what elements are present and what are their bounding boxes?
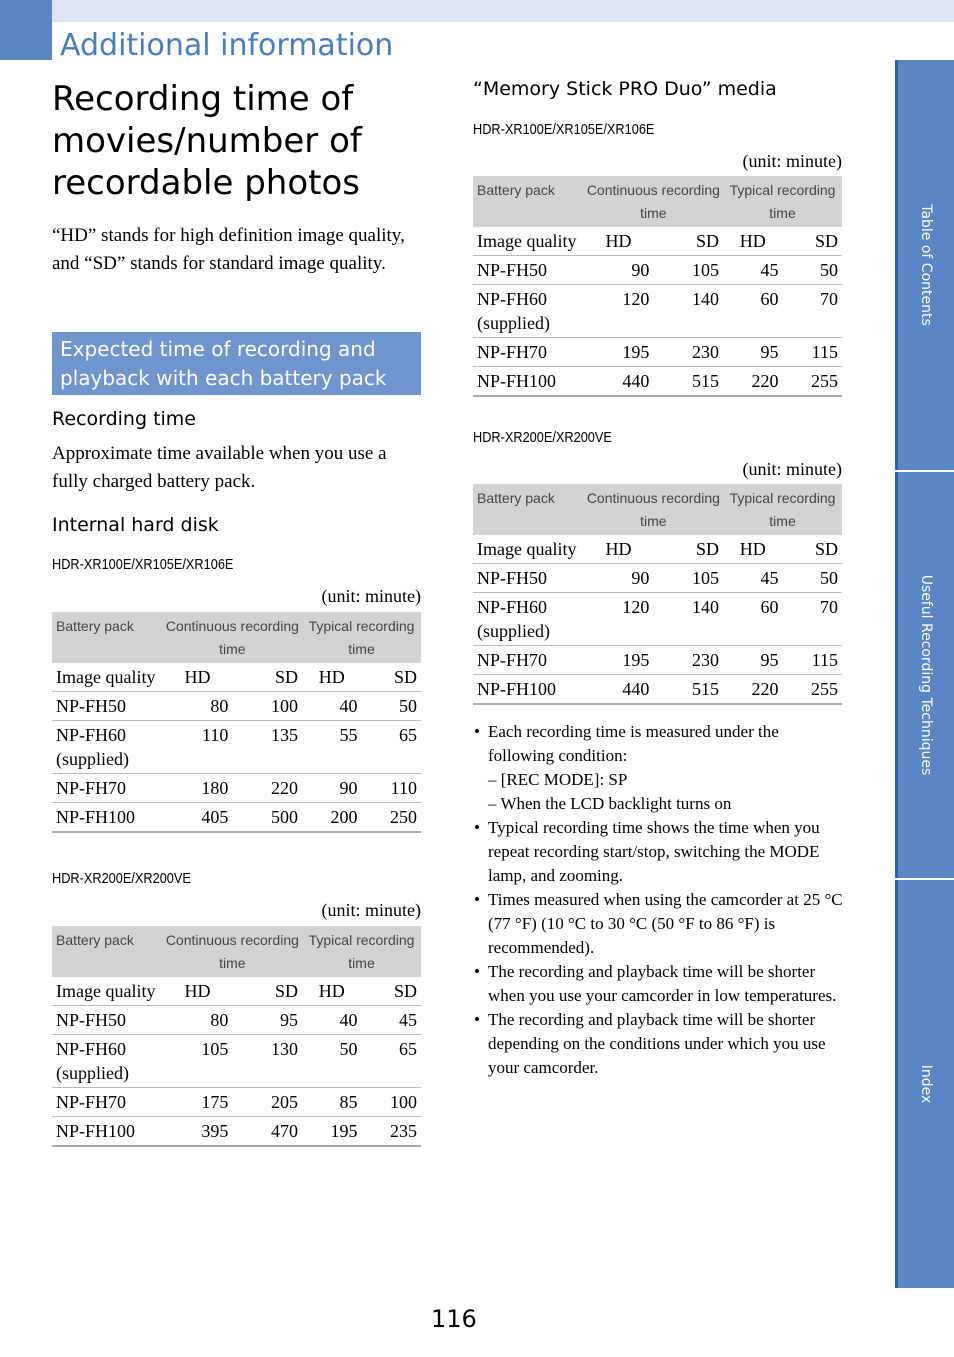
unit-label: (unit: minute)	[321, 586, 421, 606]
battery-name: NP-FH100	[52, 803, 163, 833]
continuous-header: Continuous recording time	[163, 926, 302, 977]
value-cell: 45	[723, 256, 782, 285]
image-quality-label: Image quality	[52, 977, 163, 1006]
value-cell: 110	[163, 721, 233, 774]
value-cell: 105	[653, 256, 723, 285]
page-title: Recording time of movies/number of recordable photos	[52, 79, 362, 203]
image-quality-label: Image quality	[473, 227, 584, 256]
value-cell: 220	[232, 774, 302, 803]
value-cell: 220	[723, 675, 782, 705]
page-number: 116	[431, 1305, 477, 1333]
table-row	[473, 227, 842, 256]
battery-name: NP-FH70	[473, 338, 584, 367]
table-row	[52, 1006, 421, 1035]
table-row	[52, 977, 421, 1006]
value-cell: 180	[163, 774, 233, 803]
hd-label: HD	[163, 977, 233, 1006]
hd-label: HD	[163, 663, 233, 692]
battery-name: NP-FH50	[52, 1006, 163, 1035]
value-cell: 120	[584, 593, 654, 646]
battery-table	[473, 484, 842, 705]
value-cell: 40	[302, 1006, 361, 1035]
unit-label: (unit: minute)	[742, 459, 842, 479]
table-row	[473, 367, 842, 397]
typical-header: Typical recording time	[302, 612, 421, 663]
battery-name: NP-FH60 (supplied)	[473, 285, 584, 338]
hd-label: HD	[584, 535, 654, 564]
hd-label: HD	[584, 227, 654, 256]
value-cell: 50	[783, 564, 843, 593]
value-cell: 405	[163, 803, 233, 833]
value-cell: 40	[302, 692, 361, 721]
battery-table	[473, 176, 842, 397]
unit-label: (unit: minute)	[321, 900, 421, 920]
battery-name: NP-FH70	[473, 646, 584, 675]
value-cell: 85	[302, 1088, 361, 1117]
section-title: Additional information	[60, 28, 394, 63]
value-cell: 55	[302, 721, 361, 774]
value-cell: 220	[723, 367, 782, 397]
value-cell: 200	[302, 803, 361, 833]
value-cell: 70	[783, 285, 843, 338]
value-cell: 60	[723, 593, 782, 646]
value-cell: 105	[653, 564, 723, 593]
table-row	[473, 646, 842, 675]
table-row	[473, 675, 842, 705]
recording-time-text: Approximate time available when you use a fully charged battery pack.	[52, 443, 387, 492]
battery-table	[52, 612, 421, 833]
value-cell: 95	[723, 338, 782, 367]
value-cell: 140	[653, 285, 723, 338]
value-cell: 120	[584, 285, 654, 338]
battery-table	[52, 926, 421, 1147]
side-tab-label: Index	[918, 1064, 934, 1104]
model-label: HDR-XR200E/XR200VE	[52, 870, 191, 887]
battery-name: NP-FH60 (supplied)	[52, 1035, 163, 1088]
value-cell: 95	[723, 646, 782, 675]
battery-pack-header: Battery pack	[52, 612, 163, 663]
value-cell: 50	[783, 256, 843, 285]
battery-name: NP-FH50	[473, 564, 584, 593]
model-label: HDR-XR100E/XR105E/XR106E	[473, 121, 655, 138]
sd-label: SD	[653, 535, 723, 564]
value-cell: 65	[362, 721, 422, 774]
continuous-header: Continuous recording time	[584, 484, 723, 535]
value-cell: 60	[723, 285, 782, 338]
sd-label: SD	[653, 227, 723, 256]
header-accent-block	[0, 0, 52, 60]
value-cell: 80	[163, 1006, 233, 1035]
battery-pack-header: Battery pack	[473, 176, 584, 227]
side-tab-table-of-contents[interactable]	[895, 60, 954, 470]
image-quality-label: Image quality	[52, 663, 163, 692]
value-cell: 515	[653, 675, 723, 705]
typical-header: Typical recording time	[302, 926, 421, 977]
internal-hard-disk-heading: Internal hard disk	[52, 514, 219, 536]
value-cell: 115	[783, 646, 843, 675]
model-label: HDR-XR200E/XR200VE	[473, 429, 612, 446]
value-cell: 50	[362, 692, 422, 721]
battery-name: NP-FH100	[473, 675, 584, 705]
table-row	[52, 1035, 421, 1088]
value-cell: 255	[783, 367, 843, 397]
table-row	[52, 1117, 421, 1147]
value-cell: 80	[163, 692, 233, 721]
value-cell: 140	[653, 593, 723, 646]
typical-header: Typical recording time	[723, 484, 842, 535]
battery-name: NP-FH70	[52, 774, 163, 803]
battery-pack-header: Battery pack	[473, 484, 584, 535]
value-cell: 515	[653, 367, 723, 397]
table-row	[473, 256, 842, 285]
memory-stick-heading: “Memory Stick PRO Duo” media	[473, 78, 777, 100]
intro-text: “HD” stands for high definition image quality, and “SD” stands for standard image quality.	[52, 225, 405, 274]
note-item: • Times measured when using the camcorder at 25 °C (77 °F) (10 °C to 30 °C (50 °F to 86 °F) is recommended).	[472, 888, 844, 960]
value-cell: 440	[584, 367, 654, 397]
sd-label: SD	[232, 977, 302, 1006]
table-row	[52, 692, 421, 721]
note-subitem: – [REC MODE]: SP	[488, 770, 628, 789]
side-tab-index[interactable]	[895, 880, 954, 1288]
subsection-band: Expected time of recording and playback with each battery pack	[52, 332, 421, 395]
table-row	[473, 564, 842, 593]
value-cell: 100	[232, 692, 302, 721]
side-tab-label: Useful Recording Techniques	[918, 574, 934, 776]
value-cell: 65	[362, 1035, 422, 1088]
sd-label: SD	[362, 977, 422, 1006]
table-row	[52, 774, 421, 803]
table-row	[473, 535, 842, 564]
value-cell: 130	[232, 1035, 302, 1088]
hd-label: HD	[302, 663, 361, 692]
table-header-row	[52, 612, 421, 663]
value-cell: 90	[584, 256, 654, 285]
notes-list	[472, 720, 844, 1080]
note-item: • The recording and playback time will be shorter when you use your camcorder in low temperatures.	[472, 960, 844, 1008]
image-quality-label: Image quality	[473, 535, 584, 564]
value-cell: 395	[163, 1117, 233, 1147]
value-cell: 115	[783, 338, 843, 367]
hd-label: HD	[723, 535, 782, 564]
typical-header: Typical recording time	[723, 176, 842, 227]
sd-label: SD	[232, 663, 302, 692]
value-cell: 90	[302, 774, 361, 803]
value-cell: 110	[362, 774, 422, 803]
battery-name: NP-FH50	[473, 256, 584, 285]
sd-label: SD	[362, 663, 422, 692]
value-cell: 45	[723, 564, 782, 593]
value-cell: 205	[232, 1088, 302, 1117]
battery-name: NP-FH70	[52, 1088, 163, 1117]
battery-pack-header: Battery pack	[52, 926, 163, 977]
battery-name: NP-FH100	[52, 1117, 163, 1147]
value-cell: 175	[163, 1088, 233, 1117]
hd-label: HD	[723, 227, 782, 256]
unit-label: (unit: minute)	[742, 151, 842, 171]
value-cell: 470	[232, 1117, 302, 1147]
note-item: • The recording and playback time will be shorter depending on the conditions under which you use your camcorder.	[472, 1008, 844, 1080]
value-cell: 90	[584, 564, 654, 593]
continuous-header: Continuous recording time	[163, 612, 302, 663]
value-cell: 230	[653, 338, 723, 367]
table-row	[473, 285, 842, 338]
value-cell: 70	[783, 593, 843, 646]
battery-name: NP-FH50	[52, 692, 163, 721]
value-cell: 50	[302, 1035, 361, 1088]
value-cell: 235	[362, 1117, 422, 1147]
value-cell: 230	[653, 646, 723, 675]
table-row	[473, 593, 842, 646]
table-row	[473, 338, 842, 367]
value-cell: 440	[584, 675, 654, 705]
note-subitem: – When the LCD backlight turns on	[488, 794, 732, 813]
value-cell: 255	[783, 675, 843, 705]
value-cell: 195	[584, 646, 654, 675]
table-row	[52, 1088, 421, 1117]
value-cell: 135	[232, 721, 302, 774]
value-cell: 250	[362, 803, 422, 833]
recording-time-heading: Recording time	[52, 408, 196, 430]
note-item: • Each recording time is measured under the following condition:	[472, 720, 844, 768]
side-tab-label: Table of Contents	[918, 204, 934, 326]
table-header-row	[52, 926, 421, 977]
table-header-row	[473, 176, 842, 227]
continuous-header: Continuous recording time	[584, 176, 723, 227]
value-cell: 95	[232, 1006, 302, 1035]
model-label: HDR-XR100E/XR105E/XR106E	[52, 556, 234, 573]
value-cell: 500	[232, 803, 302, 833]
sd-label: SD	[783, 227, 843, 256]
top-bar	[0, 0, 954, 22]
value-cell: 100	[362, 1088, 422, 1117]
table-row	[52, 803, 421, 833]
battery-name: NP-FH100	[473, 367, 584, 397]
sd-label: SD	[783, 535, 843, 564]
value-cell: 45	[362, 1006, 422, 1035]
value-cell: 105	[163, 1035, 233, 1088]
battery-name: NP-FH60 (supplied)	[473, 593, 584, 646]
battery-name: NP-FH60 (supplied)	[52, 721, 163, 774]
table-row	[52, 663, 421, 692]
table-row	[52, 721, 421, 774]
value-cell: 195	[584, 338, 654, 367]
table-header-row	[473, 484, 842, 535]
note-item: • Typical recording time shows the time when you repeat recording start/stop, switching the MODE lamp, and zooming.	[472, 816, 844, 888]
side-tab-useful-recording-techniques[interactable]	[895, 472, 954, 878]
hd-label: HD	[302, 977, 361, 1006]
value-cell: 195	[302, 1117, 361, 1147]
